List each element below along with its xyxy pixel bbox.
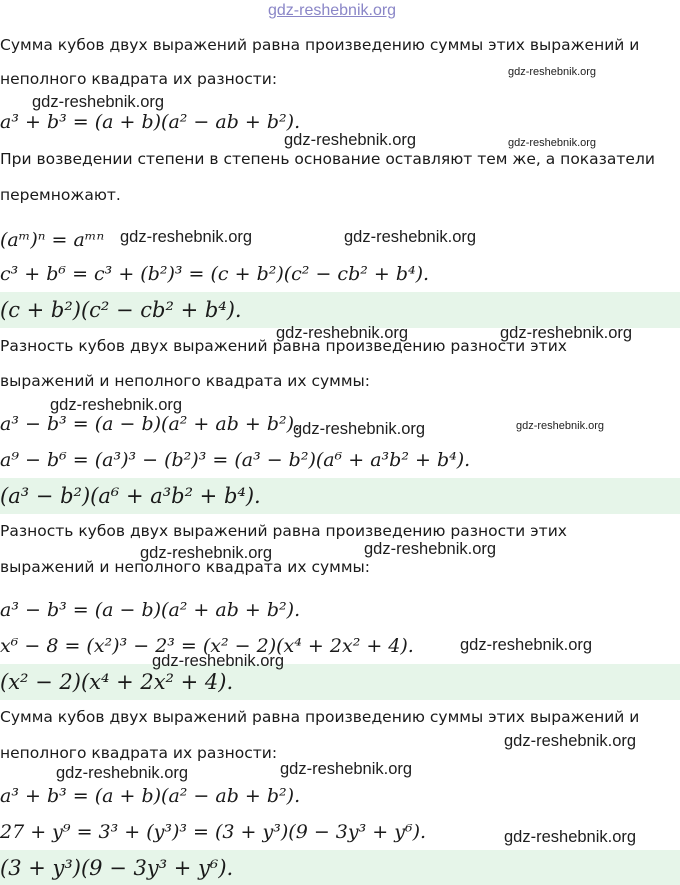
watermark: gdz-reshebnik.org xyxy=(120,228,253,246)
formula: a³ + b³ = (a + b)(a² − ab + b²). xyxy=(0,111,301,133)
rule-text: Разность кубов двух выражений равна произведению разности этих xyxy=(0,522,567,540)
solution-step: 27 + y⁹ = 3³ + (y³)³ = (3 + y³)(9 − 3y³ + y⁶). xyxy=(0,821,427,843)
watermark: gdz-reshebnik.org xyxy=(344,228,477,246)
watermark: gdz-reshebnik.org xyxy=(500,324,633,342)
rule-text: выражений и неполного квадрата их суммы: xyxy=(0,558,371,576)
watermark: gdz-reshebnik.org xyxy=(293,420,426,438)
watermark: gdz-reshebnik.org xyxy=(508,137,597,149)
watermark: gdz-reshebnik.org xyxy=(504,828,637,846)
solution-step: a⁹ − b⁶ = (a³)³ − (b²)³ = (a³ − b²)(a⁶ + a³b² + b⁴). xyxy=(0,449,471,471)
watermark: gdz-reshebnik.org xyxy=(152,652,285,670)
formula: a³ − b³ = (a − b)(a² + ab + b²). xyxy=(0,413,301,435)
watermark: gdz-reshebnik.org xyxy=(460,636,593,654)
watermark: gdz-reshebnik.org xyxy=(56,764,189,782)
answer-band xyxy=(0,850,680,885)
answer-band xyxy=(0,664,680,700)
formula: (aᵐ)ⁿ = aᵐⁿ xyxy=(0,229,105,251)
rule-text: неполного квадрата их разности: xyxy=(0,744,278,762)
watermark: gdz-reshebnik.org xyxy=(32,93,165,111)
rule-text: выражений и неполного квадрата их суммы: xyxy=(0,372,371,390)
formula: a³ − b³ = (a − b)(a² + ab + b²). xyxy=(0,599,301,621)
formula: a³ + b³ = (a + b)(a² − ab + b²). xyxy=(0,785,301,807)
rule-text: перемножают. xyxy=(0,186,121,204)
answer: (3 + y³)(9 − 3y³ + y⁶). xyxy=(0,856,234,880)
solution-step: x⁶ − 8 = (x²)³ − 2³ = (x² − 2)(x⁴ + 2x² + 4). xyxy=(0,635,414,657)
answer: (c + b²)(c² − cb² + b⁴). xyxy=(0,298,242,322)
watermark: gdz-reshebnik.org xyxy=(504,732,637,750)
rule-text: При возведении степени в степень основание оставляют тем же, а показатели xyxy=(0,150,655,168)
answer: (a³ − b²)(a⁶ + a³b² + b⁴). xyxy=(0,484,261,508)
answer: (x² − 2)(x⁴ + 2x² + 4). xyxy=(0,670,234,694)
rule-text: неполного квадрата их разности: xyxy=(0,70,278,88)
rule-text: Сумма кубов двух выражений равна произведению суммы этих выражений и xyxy=(0,708,640,726)
answer-band xyxy=(0,292,680,328)
watermark: gdz-reshebnik.org xyxy=(50,396,183,414)
watermark: gdz-reshebnik.org xyxy=(276,324,409,342)
watermark: gdz-reshebnik.org xyxy=(364,540,497,558)
solution-step: c³ + b⁶ = c³ + (b²)³ = (c + b²)(c² − cb² + b⁴). xyxy=(0,263,430,285)
watermark: gdz-reshebnik.org xyxy=(516,420,605,432)
site-header-link[interactable]: gdz-reshebnik.org xyxy=(268,2,397,19)
watermark: gdz-reshebnik.org xyxy=(284,131,417,149)
watermark: gdz-reshebnik.org xyxy=(508,66,597,78)
answer-band xyxy=(0,478,680,514)
rule-text: Разность кубов двух выражений равна произведению разности этих xyxy=(0,337,567,355)
watermark: gdz-reshebnik.org xyxy=(280,760,413,778)
rule-text: Сумма кубов двух выражений равна произведению суммы этих выражений и xyxy=(0,36,640,54)
watermark: gdz-reshebnik.org xyxy=(140,544,273,562)
